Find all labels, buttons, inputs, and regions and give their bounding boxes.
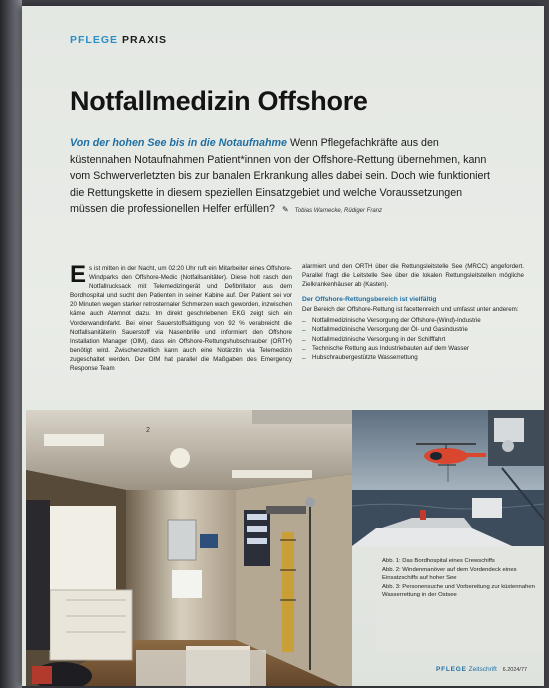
helicopter-deck-illustration: [352, 410, 544, 546]
svg-text:2: 2: [146, 427, 150, 434]
body-column-left: [70, 261, 292, 373]
page-footer: [436, 666, 527, 673]
magazine-spine: [0, 0, 22, 688]
section-prefix: PFLEGE: [70, 34, 119, 46]
ship-hospital-illustration: [26, 410, 352, 686]
footer-issue: 6.2024/77: [502, 667, 528, 673]
caption-item: Abb. 1: Das Bordhospital eines Crewschiffs: [382, 558, 495, 564]
magazine-page: [22, 6, 544, 686]
caption-item: Abb. 3: Personensuche und Vorbereitung zur küstennahen Wasserrettung in der Ostsee: [382, 583, 535, 599]
list-item: _ Notfallmedizinische Versorgung in der Schifffahrt: [302, 335, 524, 344]
pen-icon: ✎: [281, 205, 289, 215]
dropcap: E: [70, 261, 87, 288]
list-item: _ Hubschraubergestützte Wasserrettung: [302, 353, 524, 362]
section-tag: [70, 34, 167, 46]
caption-box: [376, 552, 544, 652]
body-right-text: Der Bereich der Offshore-Rettung ist facettenreich und umfasst unter anderem:: [302, 306, 519, 314]
lead-authors: Tobias Warnecke, Rüdiger Franz: [294, 208, 383, 215]
caption-item: Abb. 2: Windenmanöver auf dem Vordendeck eines Einsatzschiffs auf hoher See: [382, 566, 517, 582]
list-item: _ Notfallmedizinische Versorgung der Offshore-(Wind)-Industrie: [302, 316, 524, 325]
lead-kicker: Von der hohen See bis in die Notaufnahme: [70, 137, 287, 149]
section-label: PRAXIS: [121, 34, 168, 46]
photo-ship-hospital: [26, 410, 352, 686]
lead-paragraph: [70, 135, 498, 220]
photo-helicopter-winch: [352, 410, 544, 546]
headline: Notfallmedizin Offshore: [70, 86, 368, 116]
bullet-list: [302, 316, 524, 361]
subheading: Der Offshore-Rettungsbereich ist vielfältig: [302, 296, 437, 304]
caption-list: [382, 557, 542, 600]
footer-brand: PFLEGE: [436, 666, 467, 673]
lead-text: Wenn Pflegefachkräfte aus den küstennahen Notaufnahmen Patient*innen von der Offshore-Rettung übernehmen, kann vom Schwerverletzten bis zur banalen Erkrankung alles dabei sein. Doch wie funktioniert die Rettungskette in diesem speziellen Einsatzgebiet und welche Voraussetzungen müssen die professionellen Helfer erfüllen?: [70, 137, 490, 216]
list-item: _ Notfallmedizinische Versorgung der Öl- und Gasindustrie: [302, 325, 524, 334]
footer-rest: Zeitschrift: [468, 666, 497, 673]
body-right-intro: alarmiert und den ORTH über die Rettungsleitstelle See (MRCC) angefordert. Parallel fragt die Leitstelle See über die lokalen Rettungsleitstellen mögliche Zielkrankenhäuser ab (Kasten).: [302, 263, 524, 289]
body-left-text: s ist mitten in der Nacht, um 02:20 Uhr ruft ein Mitarbeiter eines Offshore-Windparks den Offshore-Medic (Notfallsanitäter). Diese holt rasch den Notfallrucksack mit Telemedizingerät und Defibrillator aus dem Bordhospital und sucht den Patienten in seiner Kabine auf. Der Patient sei vor 20 Minuten wegen starker retrosternaler Schmerzen wach geworden, inzwischen käme auch Atemnot dazu. Im direkt geschriebenen EKG zeigt sich ein Vorderwandinfarkt. Bei einer Sauerstoffsättigung von 92 % verabreicht die Notfallsanitäterin Sauerstoff via Nasenbrille und informiert den Offshore Installation Manager (OIM), dass ein Offshore-Rettungshubschrauber (ORTH) benötigt wird. Zwischenzeitlich kann auch eine Notärztin via Telemedizin zugeschaltet werden. Der OIM hat parallel die Maßgaben des Emergency Response Team: [70, 265, 292, 373]
list-item: _ Technische Rettung aus Industriebauten auf dem Wasser: [302, 344, 524, 353]
body-column-right: [302, 262, 524, 362]
